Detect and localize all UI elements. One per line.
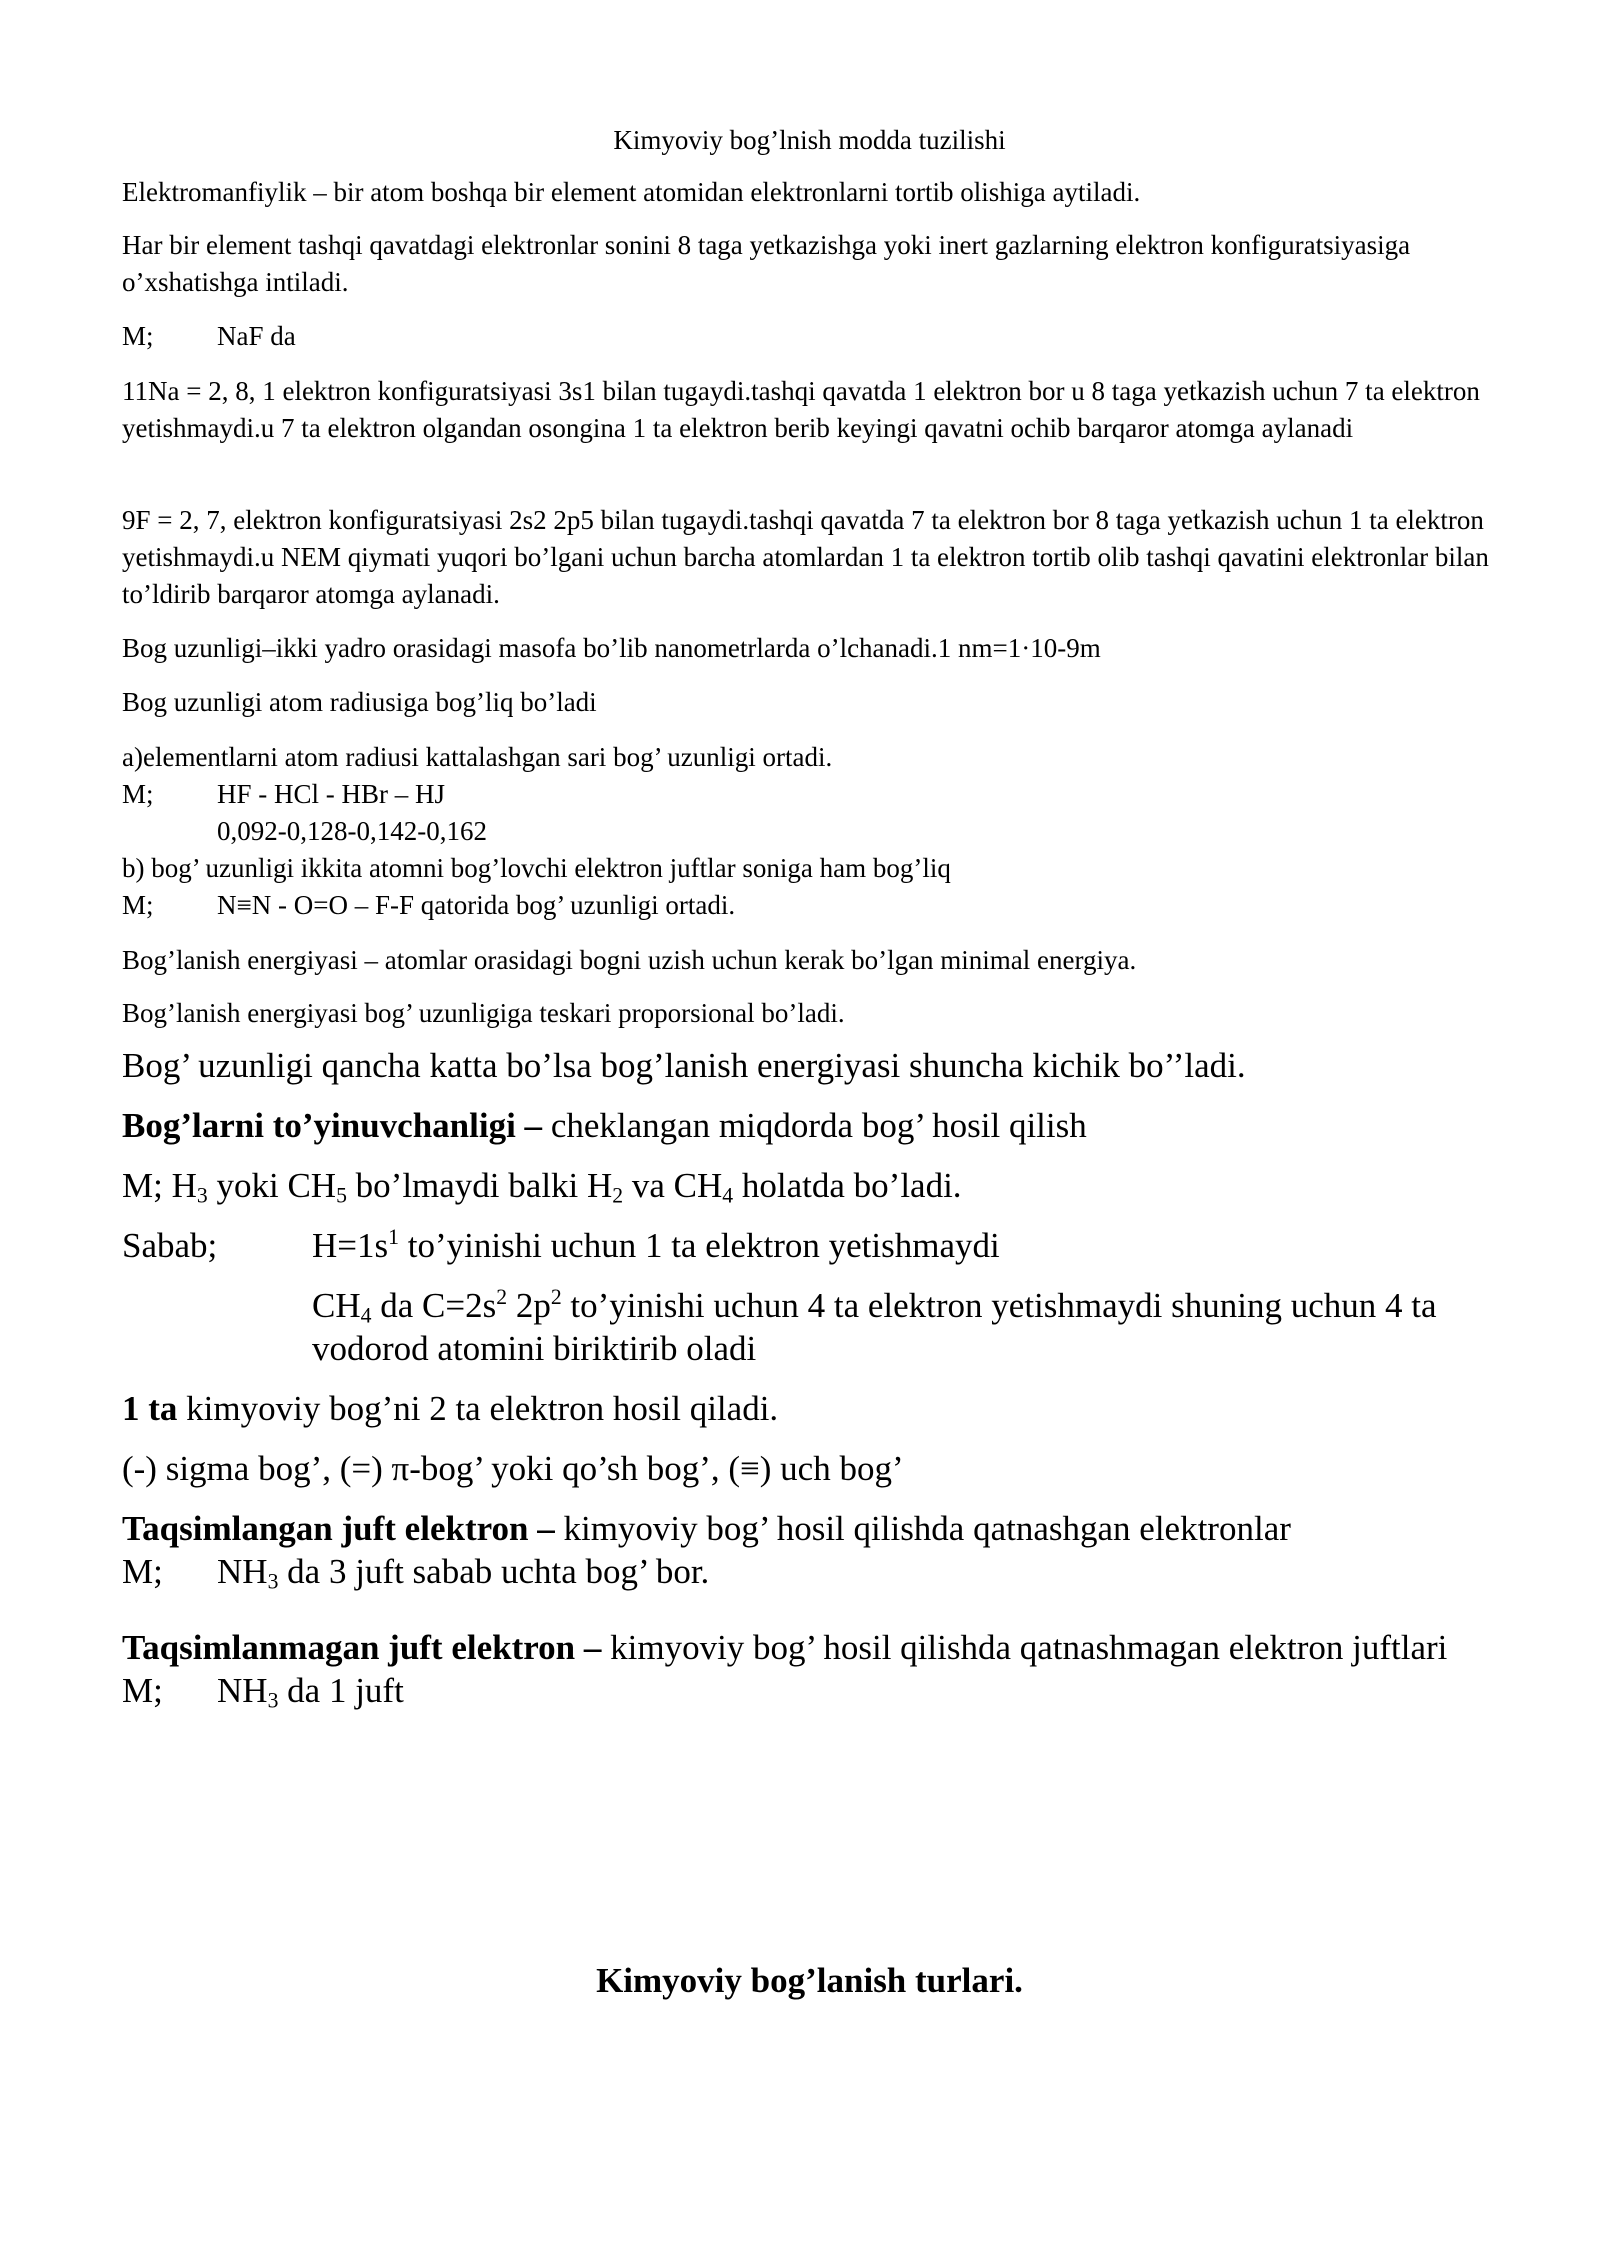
- subscript: 4: [360, 1303, 372, 1328]
- definition-text: kimyoviy bog’ hosil qilishda qatnashmagan elektron juftlari: [601, 1628, 1448, 1667]
- example-text: N≡N - O=O – F-F qatorida bog’ uzunligi ortadi.: [217, 890, 736, 920]
- paragraph-electronegativity: Elektromanfiylik – bir atom boshqa bir element atomidan elektronlarni tortib olishiga aytiladi.: [122, 177, 1141, 207]
- text-run: NH: [217, 1671, 268, 1710]
- paragraph-saturation: [122, 1104, 1497, 1147]
- example-label: M;: [122, 1671, 163, 1710]
- text-run: da C=2s: [371, 1286, 497, 1325]
- paragraph-one-bond: [122, 1387, 1497, 1430]
- superscript: 2: [496, 1284, 508, 1309]
- text-run: to’yinishi uchun 4 ta elektron yetishmaydi shuning uchun 4 ta vodorod atomini biriktirib oladi: [312, 1286, 1437, 1368]
- document-title: Kimyoviy bog’lnish modda tuzilishi: [613, 125, 1006, 155]
- term-one-bond: 1 ta: [122, 1389, 178, 1428]
- text-run: holatda bo’ladi.: [733, 1166, 962, 1205]
- example-label: M;: [122, 1552, 163, 1591]
- paragraph-rule-b: b) bog’ uzunligi ikkita atomni bog’lovchi elektron juftlar soniga ham bog’liq: [122, 853, 951, 883]
- paragraph-energy-inverse: Bog’lanish energiyasi bog’ uzunligiga teskari proporsional bo’ladi.: [122, 998, 845, 1028]
- definition-text: kimyoviy bog’ hosil qilishda qatnashgan elektronlar: [554, 1509, 1291, 1548]
- superscript: 1: [388, 1224, 399, 1249]
- term-shared-pair: Taqsimlangan juft elektron –: [122, 1509, 555, 1548]
- paragraph-fluorine-config: 9F = 2, 7, elektron konfiguratsiyasi 2s2 2p5 bilan tugaydi.tashqi qavatda 7 ta elektron bor 8 taga yetkazish uchun 1 ta elektron yetishmaydi.u NEM qiymati yuqori bo’lgani uchun barcha atomlardan 1 ta elektron tortib olib tashqi qavatini elektronlar bilan to’ldirib barqaror atomga aylanadi.: [122, 505, 1489, 609]
- paragraph-rule-a: a)elementlarni atom radiusi kattalashgan sari bog’ uzunligi ortadi.: [122, 742, 833, 772]
- example-halides: [122, 776, 1497, 813]
- subscript: 5: [336, 1183, 347, 1208]
- example-text: HF - HCl - HBr – HJ: [217, 779, 446, 809]
- subscript: 3: [196, 1183, 208, 1208]
- text-run: bo’lmaydi balki H: [346, 1166, 613, 1205]
- reason-hydrogen: [122, 1224, 1497, 1267]
- paragraph-bond-length-radius: Bog uzunligi atom radiusiga bog’liq bo’ladi: [122, 687, 597, 717]
- reason-methane: [122, 1284, 1497, 1370]
- paragraph-lone-pair: [122, 1626, 1497, 1669]
- bond-length-block: [122, 739, 1497, 924]
- text-run: 2p: [507, 1286, 551, 1325]
- paragraph-length-energy: Bog’ uzunligi qancha katta bo’lsa bog’lanish energiyasi shuncha kichik bo’’ladi.: [122, 1046, 1246, 1085]
- example-text: NaF da: [217, 321, 296, 351]
- term-saturation: Bog’larni to’yinuvchanligi –: [122, 1106, 543, 1145]
- example-label: M;: [122, 321, 154, 351]
- paragraph-bond-types: (-) sigma bog’, (=) π-bog’ yoki qo’sh bog’, (≡) uch bog’: [122, 1449, 904, 1488]
- example-label: M;: [122, 779, 154, 809]
- subscript: 3: [267, 1688, 279, 1713]
- example-naf: [122, 318, 1497, 355]
- example-text: [217, 1669, 404, 1712]
- definition-text: kimyoviy bog’ni 2 ta elektron hosil qiladi.: [177, 1389, 779, 1428]
- definition-text: cheklangan miqdorda bog’ hosil qilish: [542, 1106, 1087, 1145]
- paragraph-sodium-config: 11Na = 2, 8, 1 elektron konfiguratsiyasi 3s1 bilan tugaydi.tashqi qavatda 1 elektron bor u 8 taga yetkazish uchun 7 ta elektron yetishmaydi.u 7 ta elektron olgandan osongina 1 ta elektron berib keyingi qavatni ochib barqaror atomga aylanadi: [122, 376, 1480, 443]
- paragraph-bond-length: Bog uzunligi–ikki yadro orasidagi masofa bo’lib nanometrlarda o’lchanadi.1 nm=1·10-9m: [122, 633, 1101, 663]
- text-run: CH: [312, 1286, 361, 1325]
- text-run: NH: [217, 1552, 268, 1591]
- subscript: 3: [267, 1569, 279, 1594]
- paragraph-shared-pair: [122, 1507, 1497, 1550]
- text-run: M; H: [122, 1166, 197, 1205]
- example-nh3-lone: [122, 1669, 1497, 1712]
- section-heading: Kimyoviy bog’lanish turlari.: [596, 1961, 1023, 2000]
- text-run: va CH: [623, 1166, 723, 1205]
- shared-pair-block: [122, 1507, 1497, 1593]
- term-lone-pair: Taqsimlanmagan juft elektron –: [122, 1628, 602, 1667]
- superscript: 2: [550, 1284, 562, 1309]
- subscript: 2: [612, 1183, 624, 1208]
- example-nh3-shared: [122, 1550, 1497, 1593]
- text-run: H=1s: [312, 1226, 389, 1265]
- example-label: M;: [122, 890, 154, 920]
- text-run: yoki CH: [207, 1166, 337, 1205]
- reason-label: Sabab;: [122, 1226, 218, 1265]
- subscript: 4: [722, 1183, 734, 1208]
- example-text: [217, 1550, 709, 1593]
- text-run: to’yinishi uchun 1 ta elektron yetishmaydi: [398, 1226, 1000, 1265]
- paragraph-bond-energy: Bog’lanish energiyasi – atomlar orasidagi bogni uzish uchun kerak bo’lgan minimal energiya.: [122, 945, 1137, 975]
- text-run: da 3 juft sabab uchta bog’ bor.: [278, 1552, 710, 1591]
- example-values: 0,092-0,128-0,142-0,162: [217, 816, 487, 846]
- text-run: da 1 juft: [278, 1671, 404, 1710]
- example-bond-order: [122, 887, 1497, 924]
- reason-text: [312, 1224, 1000, 1267]
- paragraph-h3-ch5: [122, 1164, 1497, 1207]
- paragraph-octet-rule: Har bir element tashqi qavatdagi elektronlar sonini 8 taga yetkazishga yoki inert gazlarning elektron konfiguratsiyasiga o’xshatishga intiladi.: [122, 230, 1411, 297]
- lone-pair-block: [122, 1626, 1497, 1712]
